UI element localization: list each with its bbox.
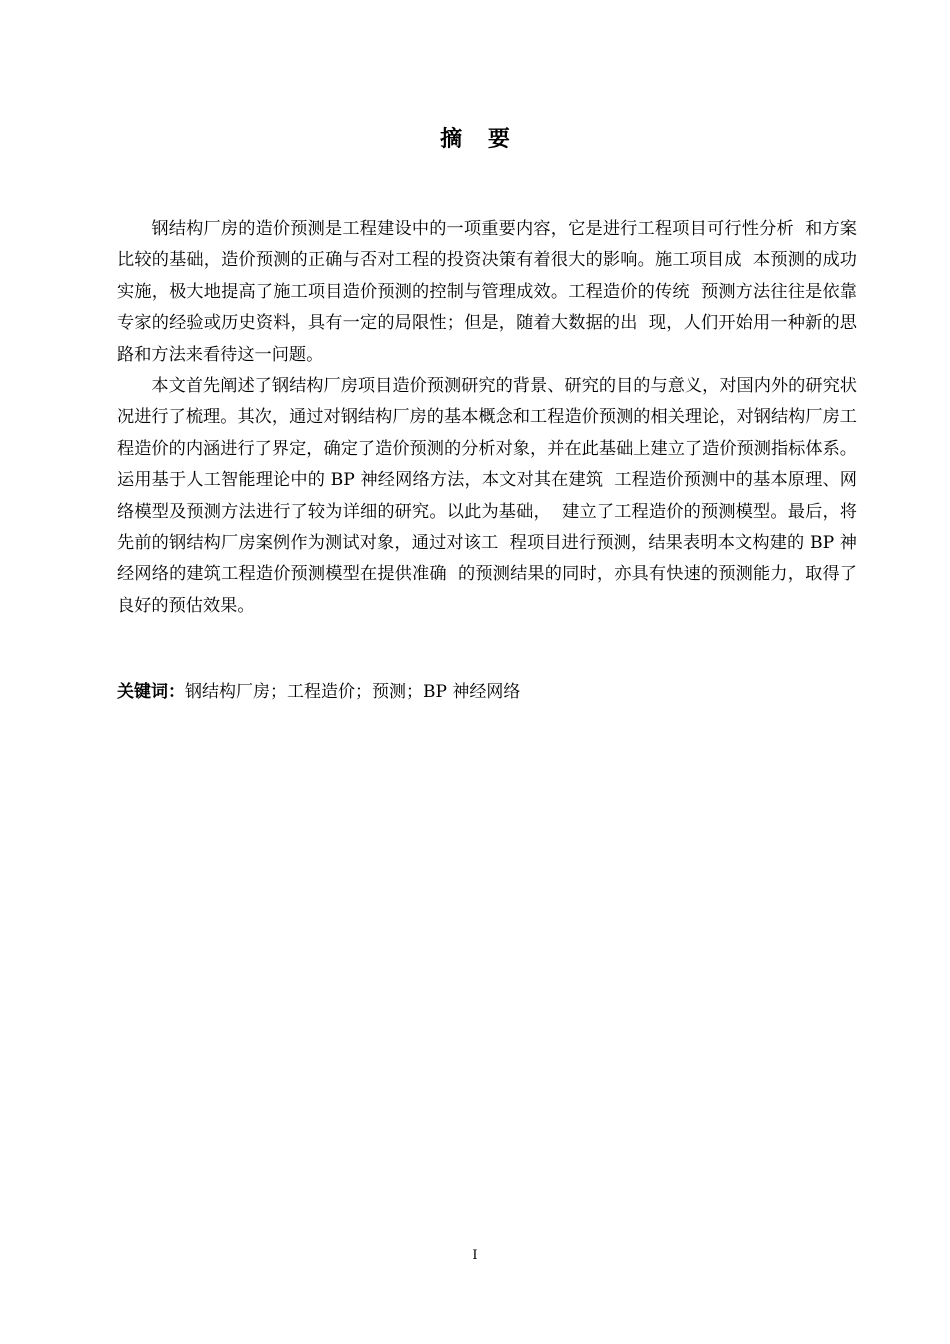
abstract-paragraph-2: 本文首先阐述了钢结构厂房项目造价预测研究的背景、研究的目的与意义，对国内外的研究状况进行了梳理。其次，通过对钢结构厂房的基本概念和工程造价预测的相关理论，对钢结构厂房工程造价的内涵进行了界定，确定了造价预测的分析对象，并在此基础上建立了造价预测指标体系。运用基于人工智能理论中的 BP 神经网络方法，本文对其在建筑 工程造价预测中的基本原理、网络模型及预测方法进行了较为详细的研究。以此为基础， 建立了工程造价的预测模型。最后，将先前的钢结构厂房案例作为测试对象，通过对该工 程项目进行预测，结果表明本文构建的 BP 神经网络的建筑工程造价预测模型在提供准确 的预测结果的同时，亦具有快速的预测能力，取得了良好的预估效果。 xyxy=(117,376,857,616)
abstract-body xyxy=(117,214,857,622)
page-number: I xyxy=(472,1248,478,1263)
keywords-text: 钢结构厂房；工程造价；预测；BP 神经网络 xyxy=(185,682,521,702)
page-title: 摘 要 xyxy=(440,127,510,152)
abstract-paragraph-1: 钢结构厂房的造价预测是工程建设中的一项重要内容，它是进行工程项目可行性分析 和方案比较的基础，造价预测的正确与否对工程的投资决策有着很大的影响。施工项目成 本预测的成功实施，极大地提高了施工项目造价预测的控制与管理成效。工程造价的传统 预测方法往往是依靠专家的经验或历史资料，具有一定的局限性；但是，随着大数据的出 现，人们开始用一种新的思路和方法来看待这一问题。 xyxy=(117,219,857,365)
keywords-line xyxy=(117,678,857,706)
keywords-label: 关键词： xyxy=(117,682,185,702)
